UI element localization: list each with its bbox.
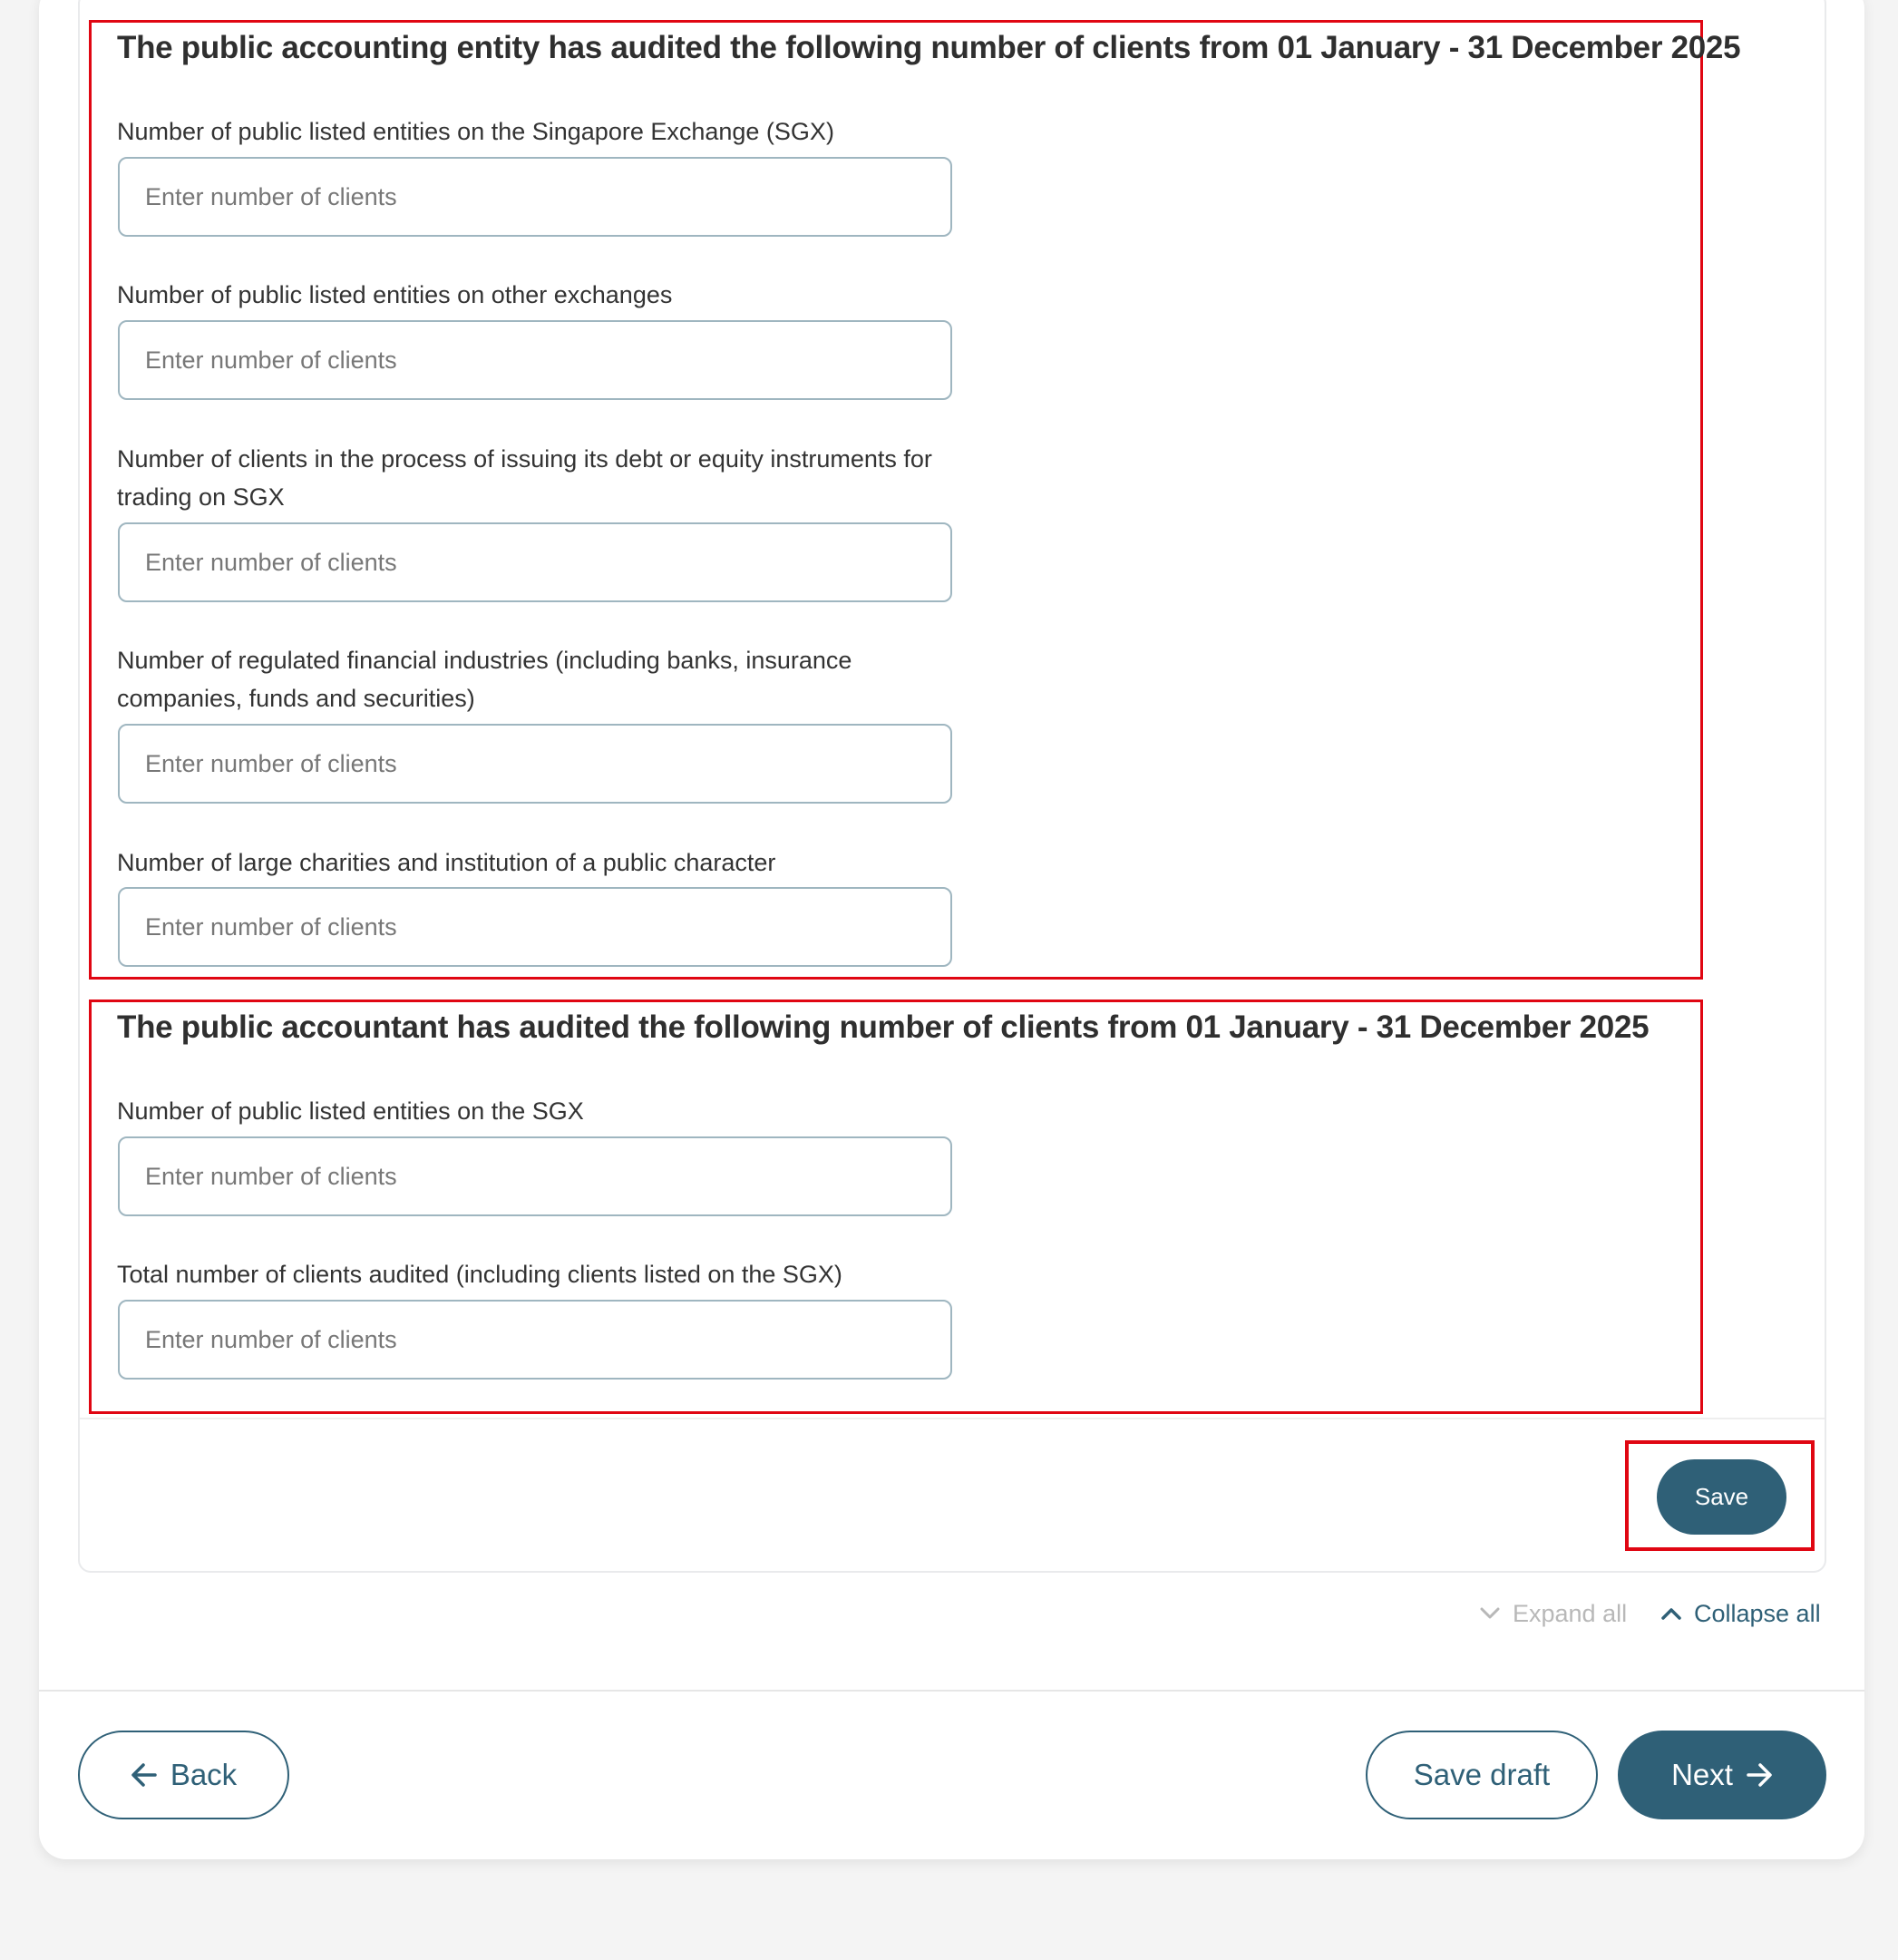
input-regulated-financial[interactable] xyxy=(118,724,952,804)
field-label-sgx-listed: Number of public listed entities on the Singapore Exchange (SGX) xyxy=(117,118,834,145)
expand-all-label: Expand all xyxy=(1513,1599,1628,1627)
input-sgx-listed-accountant[interactable] xyxy=(118,1136,952,1216)
save-button[interactable]: Save xyxy=(1657,1459,1786,1535)
arrow-left-icon xyxy=(131,1762,158,1788)
input-issuing-instruments[interactable] xyxy=(118,522,952,602)
collapse-all-label: Collapse all xyxy=(1694,1599,1821,1627)
input-large-charities[interactable] xyxy=(118,887,952,967)
input-other-exchanges[interactable] xyxy=(118,320,952,400)
footer-divider xyxy=(39,1690,1864,1692)
field-label-issuing-instruments: Number of clients in the process of issuing its debt or equity instruments for trading on SGX xyxy=(117,445,932,511)
expand-all-link[interactable] xyxy=(1480,1597,1627,1630)
back-button[interactable] xyxy=(78,1731,289,1819)
accountant-section-title: The public accountant has audited the following number of clients from 01 January - 31 December 2025 xyxy=(117,1009,1650,1045)
next-button[interactable] xyxy=(1618,1731,1826,1819)
field-label-total-clients: Total number of clients audited (including clients listed on the SGX) xyxy=(117,1261,842,1288)
field-label-regulated-financial: Number of regulated financial industries (including banks, insurance companies, funds and securities) xyxy=(117,647,852,712)
entity-section-title: The public accounting entity has audited the following number of clients from 01 January - 31 December 2025 xyxy=(117,30,1741,65)
input-total-clients[interactable] xyxy=(118,1300,952,1380)
card-footer-divider xyxy=(80,1418,1825,1419)
collapse-all-link[interactable] xyxy=(1661,1597,1821,1630)
next-label: Next xyxy=(1671,1758,1733,1791)
field-label-large-charities: Number of large charities and institution of a public character xyxy=(117,849,776,876)
field-label-other-exchanges: Number of public listed entities on other exchanges xyxy=(117,281,673,308)
input-sgx-listed[interactable] xyxy=(118,157,952,237)
save-draft-button[interactable]: Save draft xyxy=(1366,1731,1598,1819)
field-label-sgx-listed-accountant: Number of public listed entities on the SGX xyxy=(117,1097,584,1125)
chevron-down-icon xyxy=(1480,1607,1500,1620)
back-label: Back xyxy=(170,1758,238,1791)
chevron-up-icon xyxy=(1661,1607,1681,1620)
arrow-right-icon xyxy=(1746,1762,1773,1788)
